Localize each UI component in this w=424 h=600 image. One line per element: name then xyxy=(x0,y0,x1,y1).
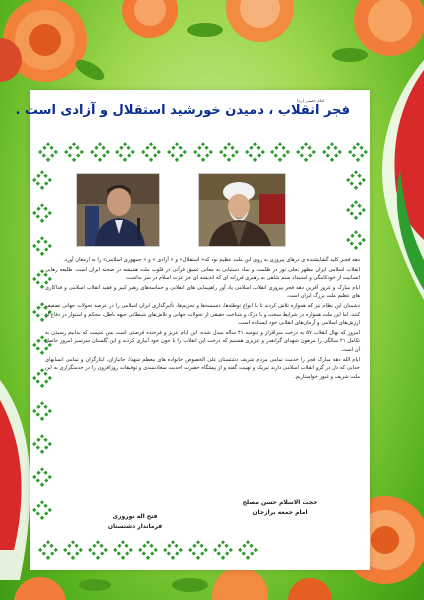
paragraph: انقلاب اسلامی ایران مظهر تجلی نور در ظلمت و نماد دستیابی به معانی عمیق قرآنی در قلوب ملت همیشه در صحنه ایران است. طلیعه رهایی انسانیت از خودکامگی و استبداد ستم شاهی به رهبری فرزانه ای که اندیشه ای جز عزت اسلام در سر نداشت. xyxy=(45,266,360,282)
diamond-ornament xyxy=(193,142,213,162)
diamond-ornament xyxy=(32,203,52,223)
paragraph: امروز که نهال انقلاب ۵۷ به درخت سرافراز و تنومند ۴۱ ساله مبدل شده، این ایام عزیز و فرخنده فرصتی است بس غنیمت که بدانیم رسیدن به تکامل ۴۱ سالگی را مرهون شهدای گرانقدر و عزیزی هستیم که درخت این انقلاب را با خون خود آبیاری کردند و این گلستان سرسبز امروز حاصل آن است. xyxy=(45,329,361,353)
diamond-ornament xyxy=(113,540,133,560)
signature-title: فرماندار دشتستان xyxy=(107,523,163,530)
diamond-ornament xyxy=(38,142,58,162)
paragraph: دشمنان این نظام نیز که همواره تلاش کردند تا با انواع توطئه‌ها، دسیسه‌ها و تحریم‌ها، تأثیرگذاری ایران اسلامی را در عرصه تحولات جهانی تضعیف کنند، اما این ملت همواره در شرایط سخت و با درک و شناخت حقیقی از تحولات جهانی و تلاش‌های شیطانی جبهه باطل، محکم و استوار در دفاع از ارزش‌های اسلامی و آرمان‌های انقلابی خود ایستاده است. xyxy=(45,302,360,327)
signature-name: فتح اله نوروزی xyxy=(112,513,158,520)
paragraph: ایام مبارک و غرور آفرین دهه فجر پیروزی انقلاب اسلامی یاد آور راهپیمایی های انقلابی و حماسه‌های رهبر کبیر و فقید انقلاب اسلامی و فداکاری های عظیم ملت بزرگ ایران است. xyxy=(45,284,360,300)
diamond-ornament xyxy=(271,142,291,162)
signature-left xyxy=(80,512,190,532)
diamond-ornament xyxy=(141,142,161,162)
ornament-column-right xyxy=(346,170,366,250)
diamond-ornament xyxy=(32,500,52,520)
page-title: فجر انقلاب ، دمیدن خورشید استقلال و آزادی است . xyxy=(15,103,350,118)
flower-top-right xyxy=(330,0,424,70)
signature-right xyxy=(220,498,340,518)
diamond-ornament xyxy=(63,540,83,560)
photo-friday-prayer-leader xyxy=(198,173,286,247)
diamond-ornament xyxy=(213,540,233,560)
signature-name: حجت الاسلام حسن مصلح xyxy=(242,499,318,506)
diamond-ornament xyxy=(245,142,265,162)
diamond-ornament xyxy=(32,434,52,454)
diamond-ornament xyxy=(167,142,187,162)
letter-body xyxy=(45,256,360,382)
diamond-ornament xyxy=(116,142,136,162)
diamond-ornament xyxy=(346,170,366,190)
diamond-ornament xyxy=(296,142,316,162)
diamond-ornament xyxy=(188,540,208,560)
diamond-ornament xyxy=(348,142,368,162)
paragraph: دهه فجـر کلید گشایشنده ی درهای پیروزی به روی این ملت عظیم بود که« استقلال» و « آزادی » و « جمهوری اسلامی» را به ارمغان آورد. xyxy=(63,257,360,263)
diamond-ornament xyxy=(322,142,342,162)
diamond-ornament xyxy=(32,467,52,487)
diamond-ornament xyxy=(163,540,183,560)
quote-attribution: امام خمینی (ره) xyxy=(297,98,325,103)
diamond-ornament xyxy=(238,540,258,560)
paragraph: ایام الله دهه مبارک فجر را خدمت تمامی مردم شریف دشتستان علی الخصوص خانواده های معظم شهدا، جانبازان، ایثارگران و تمامی انسانهای خدایی که دل در گرو انقلاب اسلامی دارند تبریک و تهنیت گفته و از پیشگاه حضرت احدیت سعادتمندی و توفیقات روزافزون را در خدمتگزاری به این ملت شریف و غیور خواستاریم. xyxy=(45,356,360,380)
diamond-ornament xyxy=(32,170,52,190)
diamond-ornament xyxy=(32,401,52,421)
diamond-ornament xyxy=(346,230,366,250)
diamond-ornament xyxy=(32,236,52,256)
diamond-ornament xyxy=(346,200,366,220)
diamond-ornament xyxy=(219,142,239,162)
diamond-ornament xyxy=(64,142,84,162)
ornament-row-top xyxy=(38,142,368,162)
flower-top-left xyxy=(0,0,110,100)
diamond-ornament xyxy=(88,540,108,560)
photo-governor xyxy=(76,173,160,247)
ornament-row-bottom xyxy=(38,540,258,560)
signature-title: امام جمعه برازجان xyxy=(252,509,308,516)
diamond-ornament xyxy=(90,142,110,162)
diamond-ornament xyxy=(38,540,58,560)
flower-top-center xyxy=(110,0,310,60)
diamond-ornament xyxy=(138,540,158,560)
